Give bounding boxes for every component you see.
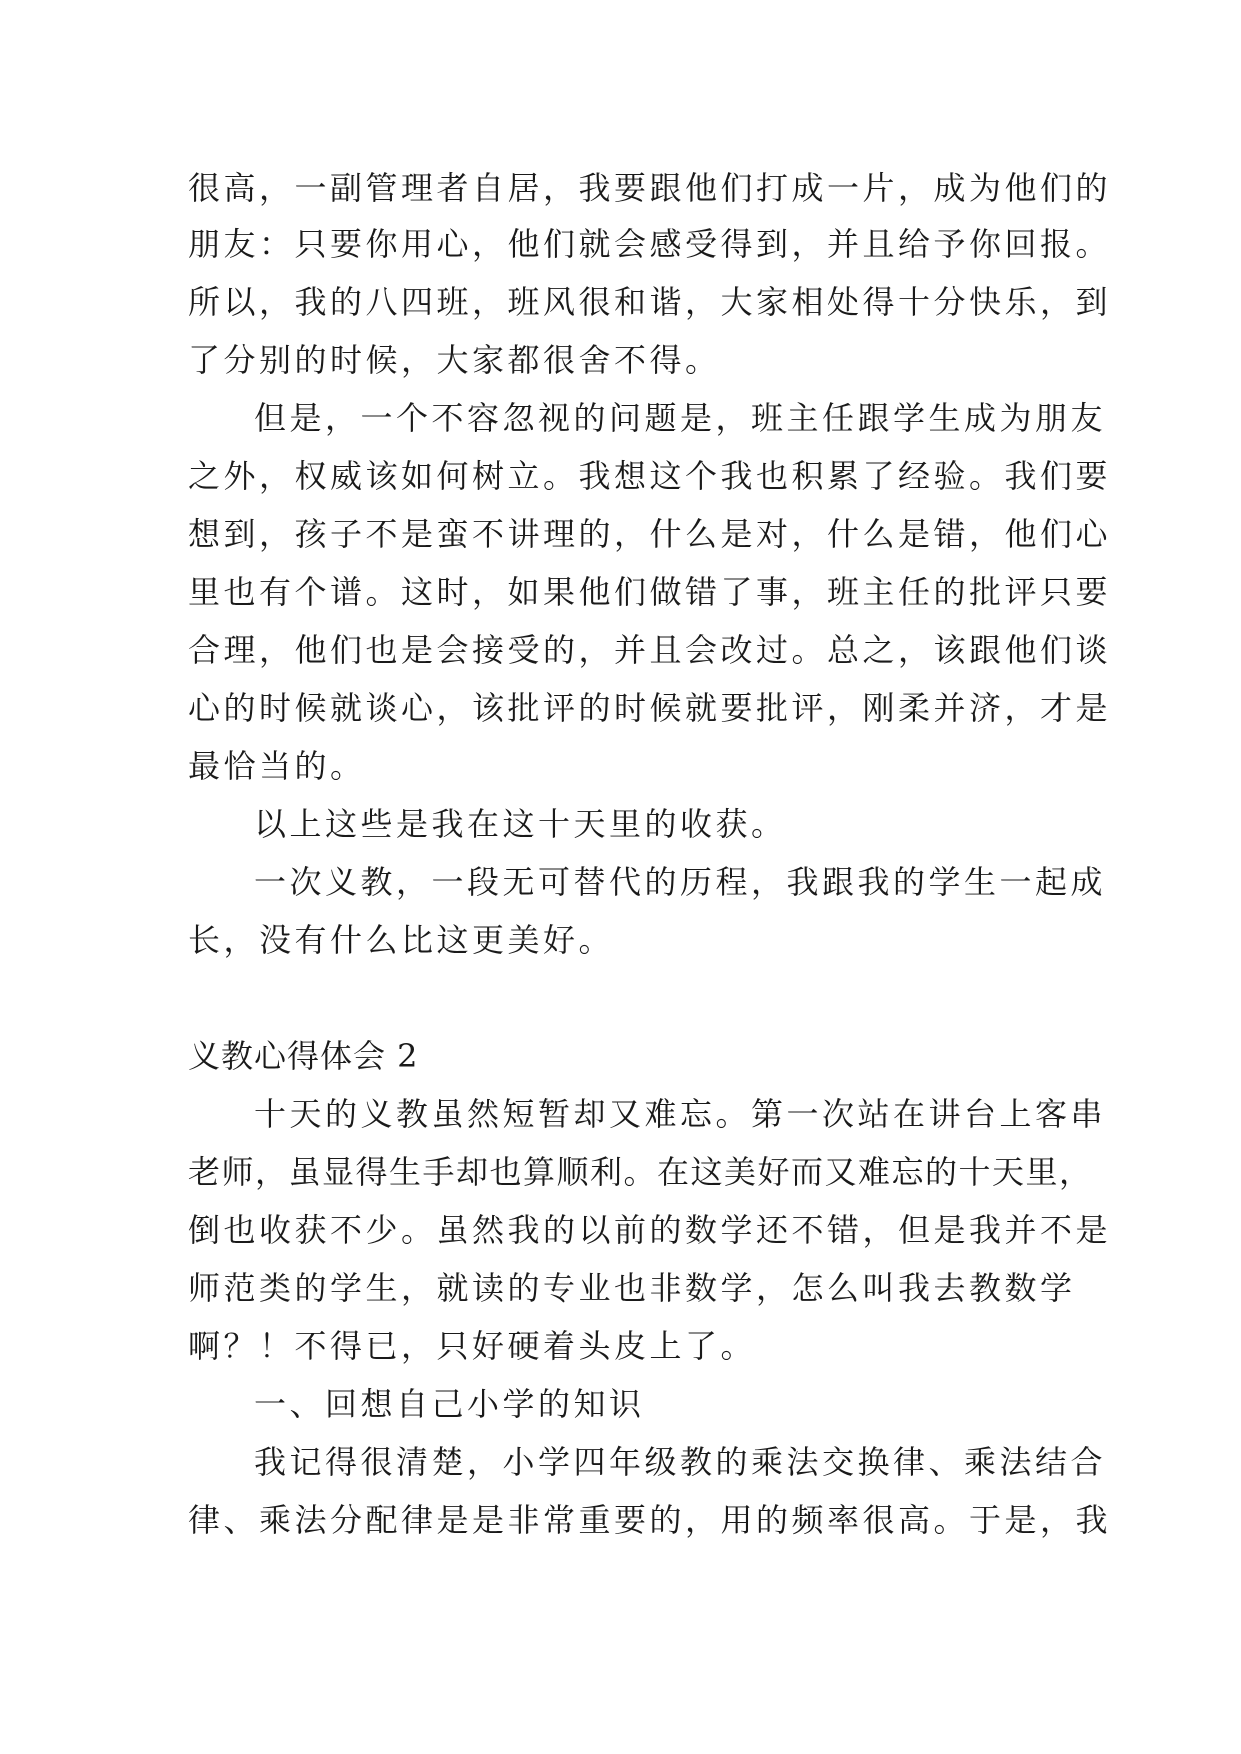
text-line: 了分别的时候，大家都很舍不得。 [188,341,721,379]
text-line: 朋友：只要你用心，他们就会感受得到，并且给予你回报。 [188,225,1112,263]
text-line: 啊？！不得已，只好硬着头皮上了。 [188,1327,757,1365]
text-line: 律、乘法分配律是是非常重要的，用的频率很高。于是，我 [188,1501,1112,1539]
text-line: 但是，一个不容忽视的问题是，班主任跟学生成为朋友 [254,399,1107,437]
text-line: 最恰当的。 [188,747,366,785]
text-line: 很高，一副管理者自居，我要跟他们打成一片，成为他们的 [188,169,1112,207]
text-line: 合理，他们也是会接受的，并且会改过。总之，该跟他们谈 [188,631,1112,669]
text-line: 想到，孩子不是蛮不讲理的，什么是对，什么是错，他们心 [188,515,1112,553]
text-line: 心的时候就谈心，该批评的时候就要批评，刚柔并济，才是 [188,689,1112,727]
section-heading: 义教心得体会 2 [188,1037,419,1075]
text-line: 里也有个谱。这时，如果他们做错了事，班主任的批评只要 [188,573,1112,611]
subheading: 一、回想自己小学的知识 [254,1385,645,1423]
text-line: 老师，虽显得生手却也算顺利。在这美好而又难忘的十天里， [188,1153,1093,1191]
text-line: 我记得很清楚，小学四年级教的乘法交换律、乘法结合 [254,1443,1107,1481]
text-line: 师范类的学生，就读的专业也非数学，怎么叫我去教数学 [188,1269,1076,1307]
text-line: 十天的义教虽然短暂却又难忘。第一次站在讲台上客串 [254,1095,1107,1133]
text-line: 所以，我的八四班，班风很和谐，大家相处得十分快乐，到 [188,283,1112,321]
text-line: 一次义教，一段无可替代的历程，我跟我的学生一起成 [254,863,1107,901]
text-line: 之外，权威该如何树立。我想这个我也积累了经验。我们要 [188,457,1112,495]
text-line: 长，没有什么比这更美好。 [188,921,615,959]
text-line: 以上这些是我在这十天里的收获。 [254,805,787,843]
text-line: 倒也收获不少。虽然我的以前的数学还不错，但是我并不是 [188,1211,1112,1249]
